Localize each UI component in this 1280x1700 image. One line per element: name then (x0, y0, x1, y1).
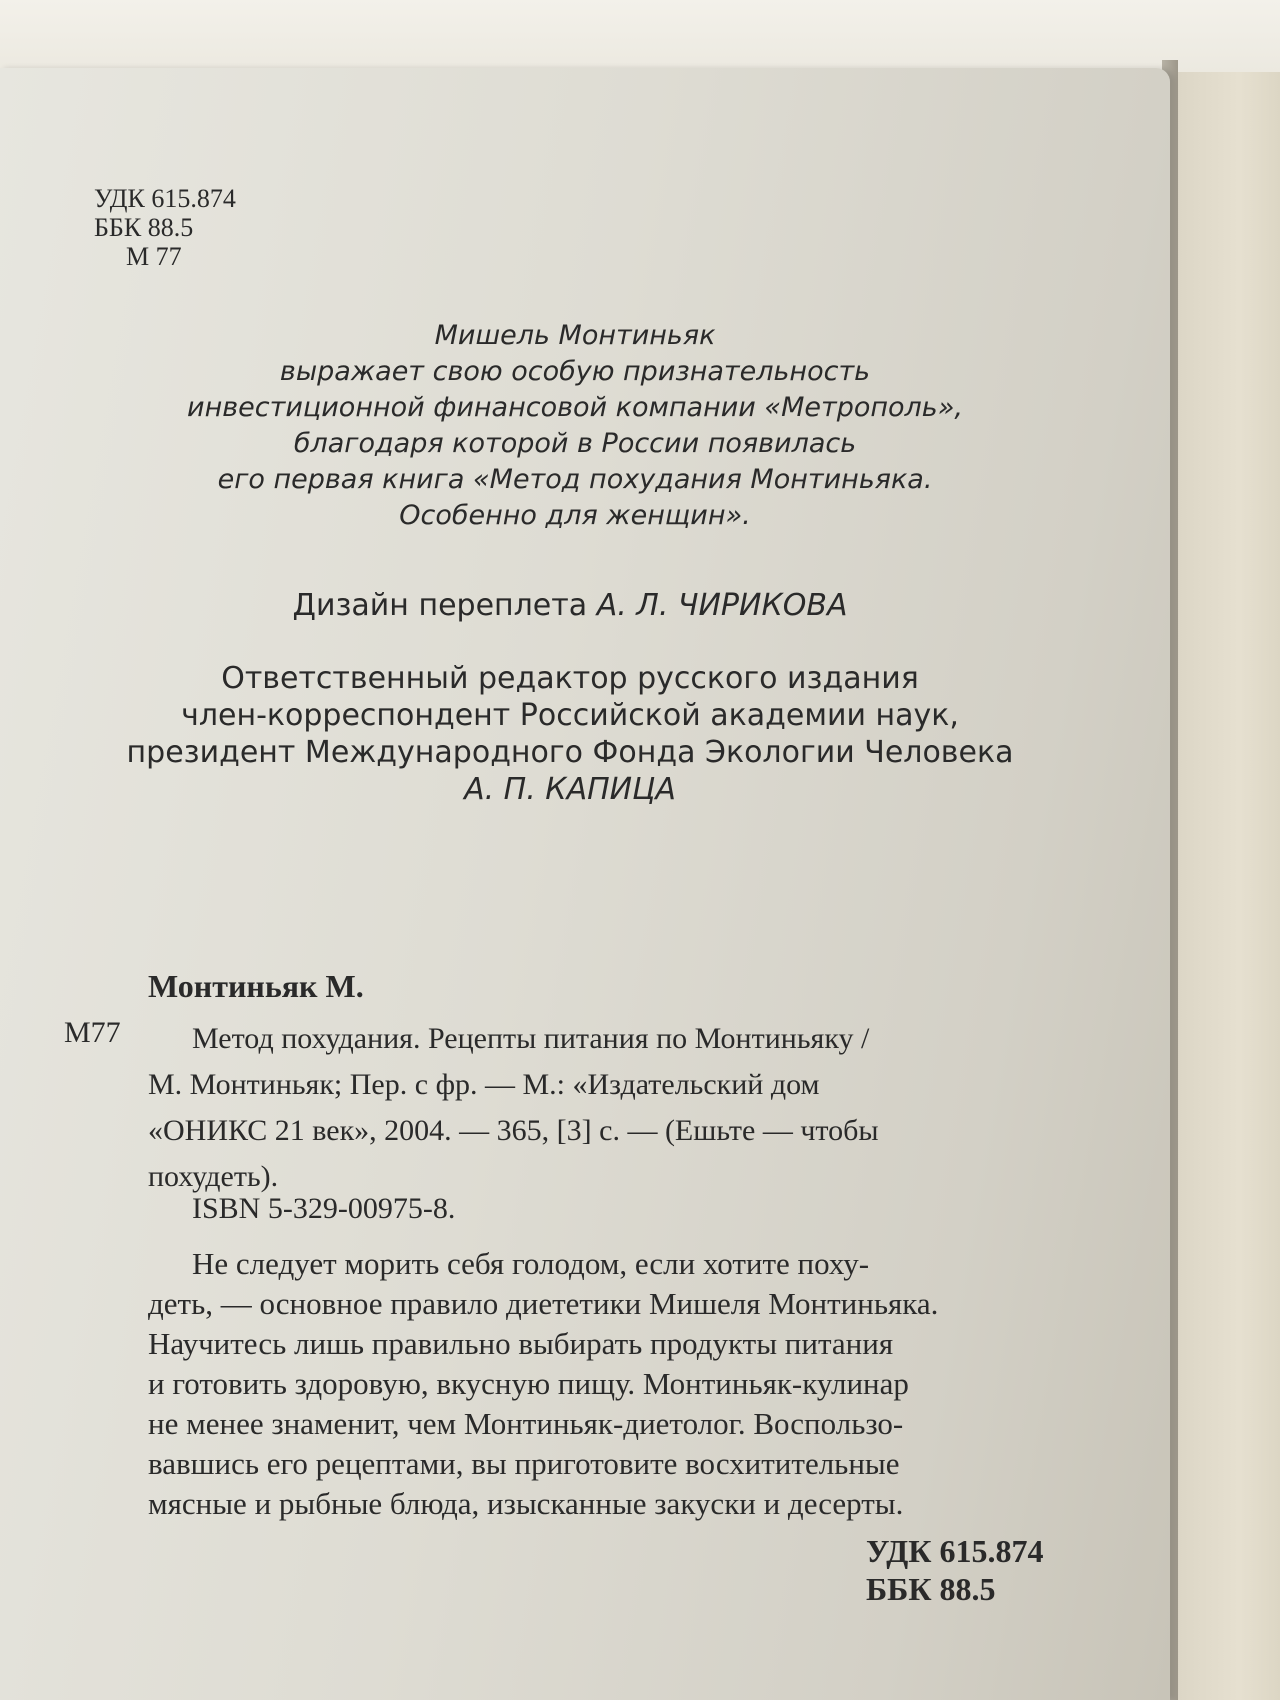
biblio-line: похудеть). (148, 1160, 279, 1193)
annotation-line: Не следует морить себя голодом, если хотите поху- (192, 1246, 870, 1281)
cover-design-credit (140, 588, 1000, 623)
catalog-code: М77 (64, 1016, 121, 1049)
annotation-line: не менее знаменит, чем Монтиньяк-диетолог. Воспользо- (148, 1406, 904, 1441)
udk-code-bottom: УДК 615.874 (866, 1533, 1044, 1569)
editor-name: А. П. КАПИЦА (464, 772, 676, 807)
editor-line: Ответственный редактор русского издания (221, 661, 919, 696)
annotation-line: мясные и рыбные блюда, изысканные закуски и десерты. (148, 1486, 904, 1521)
adjacent-page (1178, 72, 1280, 1700)
annotation-line: вавшись его рецептами, вы приготовите восхитительные (148, 1446, 900, 1481)
annotation-line: и готовить здоровую, вкусную пищу. Монтиньяк-кулинар (148, 1366, 909, 1401)
author-sign-code: М 77 (126, 242, 182, 271)
ack-line: его первая книга «Метод похудания Монтиньяка. (217, 464, 933, 495)
ack-line: Мишель Монтиньяк (434, 320, 716, 351)
ack-line: выражает свою особую признательность (279, 356, 871, 387)
biblio-line: Метод похудания. Рецепты питания по Монтиньяку / (192, 1022, 870, 1055)
ack-line: Особенно для женщин». (399, 500, 751, 531)
classification-block-bottom (866, 1532, 1043, 1608)
ack-line: инвестиционной финансовой компании «Метрополь», (187, 392, 963, 423)
catalog-author: Монтиньяк М. (148, 968, 364, 1004)
bbk-code-bottom: ББК 88.5 (866, 1571, 996, 1607)
bbk-code: ББК 88.5 (94, 213, 194, 242)
design-label: Дизайн переплета (292, 588, 588, 623)
classification-block-top (94, 184, 236, 271)
bibliographic-record (148, 1016, 1088, 1200)
isbn: ISBN 5-329-00975-8. (192, 1192, 456, 1225)
ack-line: благодаря которой в России появилась (293, 428, 857, 459)
editor-credit (70, 660, 1070, 808)
biblio-line: М. Монтиньяк; Пер. с фр. — М.: «Издательский дом (148, 1068, 820, 1101)
annotation (148, 1244, 1098, 1524)
acknowledgement-block (110, 318, 1040, 534)
annotation-line: Научитесь лишь правильно выбирать продукты питания (148, 1326, 894, 1361)
designer-name: А. Л. ЧИРИКОВА (596, 588, 848, 623)
udk-code: УДК 615.874 (94, 184, 236, 213)
annotation-line: деть, — основное правило диететики Мишеля Монтиньяка. (148, 1286, 939, 1321)
biblio-line: «ОНИКС 21 век», 2004. — 365, [3] с. — (Ешьте — чтобы (148, 1114, 879, 1147)
editor-line: президент Международного Фонда Экологии Человека (126, 735, 1014, 770)
editor-line: член-корреспондент Российской академии наук, (181, 698, 959, 733)
